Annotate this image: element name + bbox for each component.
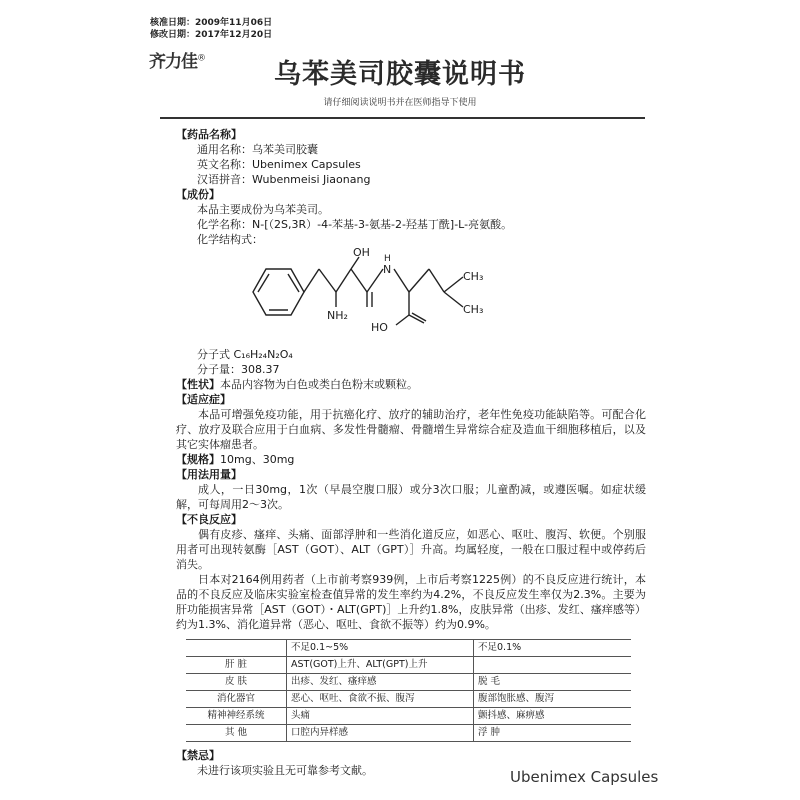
approval-date: 核准日期：2009年11月06日	[150, 18, 273, 28]
table-row	[186, 708, 631, 725]
chemical-name: 化学名称：N-[（2S,3R）-4-苯基-3-氨基-2-羟基丁酰]-L-亮氨酸。	[197, 218, 513, 231]
section-heading-adverse: 【不良反应】	[176, 513, 242, 526]
specification-section	[176, 452, 646, 467]
table-cell: 浮 肿	[474, 725, 632, 742]
composition-main: 本品主要成份为乌苯美司。	[197, 203, 329, 216]
table-cell: 口腔内异样感	[287, 725, 474, 742]
properties-section	[176, 377, 646, 392]
page-title: 乌苯美司胶囊说明书	[274, 59, 526, 90]
table-cell	[474, 657, 632, 674]
table-header-cell: 不足0.1~5%	[287, 640, 474, 657]
table-cell: 肝 脏	[186, 657, 287, 674]
table-cell: 皮 肤	[186, 674, 287, 691]
page-subtitle: 请仔细阅读说明书并在医师指导下使用	[323, 98, 477, 108]
h-label: H	[384, 254, 391, 264]
table-header-cell	[186, 640, 287, 657]
section-heading-composition: 【成份】	[176, 188, 220, 201]
table-cell: 颤抖感、麻痹感	[474, 708, 632, 725]
cooh-label: HO	[371, 321, 388, 334]
footer-english-name: Ubenimex Capsules	[510, 768, 659, 786]
generic-name: 通用名称：乌苯美司胶囊	[197, 143, 318, 156]
leaflet-content	[176, 127, 646, 778]
section-heading-dosage: 【用法用量】	[176, 468, 242, 481]
table-cell: 头痛	[287, 708, 474, 725]
table-row	[186, 691, 631, 708]
table-cell: 出疹、发红、瘙痒感	[287, 674, 474, 691]
nh2-label: NH₂	[327, 309, 348, 322]
brand-name: 齐力佳	[149, 52, 197, 72]
specification-text: 10mg、30mg	[220, 453, 295, 466]
table-cell: 恶心、呕吐、食欲不振、腹泻	[287, 691, 474, 708]
document-dates	[150, 17, 272, 41]
table-cell: 脱 毛	[474, 674, 632, 691]
adverse-reaction-table	[186, 639, 631, 742]
header-divider	[160, 117, 645, 119]
molecular-weight: 分子量：308.37	[197, 363, 280, 376]
table-cell: AST(GOT)上升、ALT(GPT)上升	[287, 657, 474, 674]
table-row	[186, 725, 631, 742]
dosage-text: 成人，一日30mg，1次（早晨空腹口服）或分3次口服；儿童酌减，或遵医嘱。如症状缓解，可每周用2～3次。	[176, 483, 646, 511]
table-cell: 腹部饱胀感、腹泻	[474, 691, 632, 708]
oh-label: OH	[353, 247, 370, 259]
contraindications-text: 未进行该项实验且无可靠参考文献。	[197, 764, 373, 777]
n-label: N	[383, 263, 392, 276]
chemical-structure	[176, 247, 646, 347]
structure-label: 化学结构式：	[197, 233, 263, 246]
structure-diagram	[241, 247, 501, 347]
registered-mark: ®	[197, 53, 205, 64]
molecular-formula: 分子式 C₁₆H₂₄N₂O₄	[197, 348, 293, 361]
section-heading-contraindications: 【禁忌】	[176, 749, 220, 762]
section-heading-indications: 【适应症】	[176, 393, 231, 406]
pinyin-name: 汉语拼音：Wubenmeisi Jiaonang	[197, 173, 371, 186]
ch3-top-label: CH₃	[463, 270, 484, 283]
table-cell: 消化器官	[186, 691, 287, 708]
table-cell: 其 他	[186, 725, 287, 742]
adverse-para-1: 偶有皮疹、瘙痒、头痛、面部浮肿和一些消化道反应，如恶心、呕吐、腹泻、软便。个别服用者可出现转氨酶［AST（GOT）、ALT（GPT）］升高。均属轻度，一般在口服过程中或停药后消失。	[176, 528, 646, 571]
section-heading-specification: 【规格】	[176, 453, 220, 466]
section-heading-properties: 【性状】	[176, 378, 220, 391]
english-name: 英文名称：Ubenimex Capsules	[197, 158, 361, 171]
revision-date: 修改日期：2017年12月20日	[150, 30, 273, 40]
section-heading-name: 【药品名称】	[176, 128, 242, 141]
indications-text: 本品可增强免疫功能，用于抗癌化疗、放疗的辅助治疗，老年性免疫功能缺陷等。可配合化疗、放疗及联合应用于白血病、多发性骨髓瘤、骨髓增生异常综合症及造血干细胞移植后，以及其它实体瘤患者。	[176, 408, 646, 451]
table-row	[186, 657, 631, 674]
properties-text: 本品内容物为白色或类白色粉末或颗粒。	[220, 378, 418, 391]
table-header-row	[186, 640, 631, 657]
ch3-bottom-label: CH₃	[463, 303, 484, 316]
table-cell: 精神神经系统	[186, 708, 287, 725]
adverse-para-2: 日本对2164例用药者（上市前考察939例，上市后考察1225例）的不良反应进行统计，本品的不良反应及临床实验室检查值异常的发生率约为4.2%，不良反应发生率仅为2.3%。主要为肝功能损害异常［AST（GOT）・ALT(GPT)］上升约1.8%，皮肤异常（出疹、发红、瘙痒感等）约为1.3%、消化道异常（恶心、呕吐、食欲不振等）约为0.9%。	[176, 573, 646, 631]
table-row	[186, 674, 631, 691]
table-header-cell: 不足0.1%	[474, 640, 632, 657]
